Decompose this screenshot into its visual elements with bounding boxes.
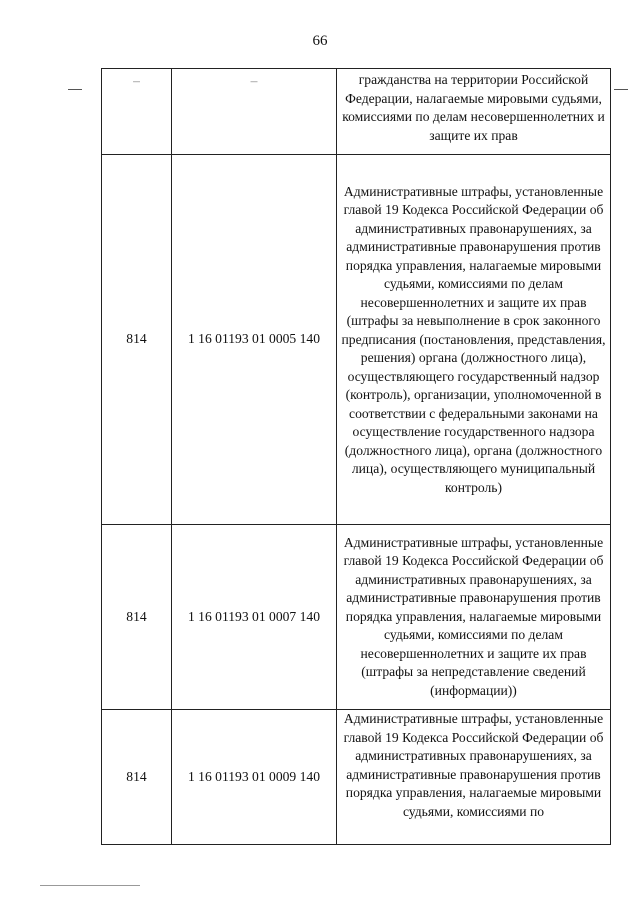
- table-row: [102, 69, 611, 155]
- revenue-name-cell: гражданства на территории Российской Федерации, налагаемые мировыми судьями, комиссиями по делам несовершеннолетних и защите их прав: [337, 69, 611, 155]
- budget-code-cell: 1 16 01193 01 0005 140: [172, 155, 337, 525]
- right-margin-mark: [614, 89, 628, 90]
- left-margin-mark: [68, 89, 82, 90]
- admin-code-cell: –: [102, 69, 172, 155]
- budget-code-cell: 1 16 01193 01 0007 140: [172, 525, 337, 710]
- revenue-name-cell: Административные штрафы, установленные главой 19 Кодекса Российской Федерации об административных правонарушениях, за административные правонарушения против порядка управления, налагаемые мировыми судьями, комиссиями по делам несовершеннолетних и защите их прав (штрафы за непредставление сведений (информации)): [337, 525, 611, 710]
- table-row: [102, 710, 611, 845]
- bottom-scan-rule: [40, 885, 140, 886]
- budget-code-cell: 1 16 01193 01 0009 140: [172, 710, 337, 845]
- table-row: [102, 155, 611, 525]
- budget-code-cell: –: [172, 69, 337, 155]
- budget-codes-table: [101, 68, 611, 845]
- page-number: 66: [312, 33, 328, 49]
- admin-code-cell: 814: [102, 710, 172, 845]
- admin-code-cell: 814: [102, 155, 172, 525]
- revenue-name-cell: Административные штрафы, установленные главой 19 Кодекса Российской Федерации об административных правонарушениях, за административные правонарушения против порядка управления, налагаемые мировыми судьями, комиссиями по делам несовершеннолетних и защите их прав (штрафы за невыполнение в срок законного предписания (постановления, представления, решения) органа (должностного лица), осуществляющего государственный надзор (контроль), организации, уполномоченной в соответствии с федеральными законами на осуществление государственного надзора (должностного лица), органа (должностного лица), осуществляющего муниципальный контроль): [337, 155, 611, 525]
- table-row: [102, 525, 611, 710]
- admin-code-cell: 814: [102, 525, 172, 710]
- revenue-name-cell: Административные штрафы, установленные главой 19 Кодекса Российской Федерации об административных правонарушениях, за административные правонарушения против порядка управления, налагаемые мировыми судьями, комиссиями по: [337, 710, 611, 845]
